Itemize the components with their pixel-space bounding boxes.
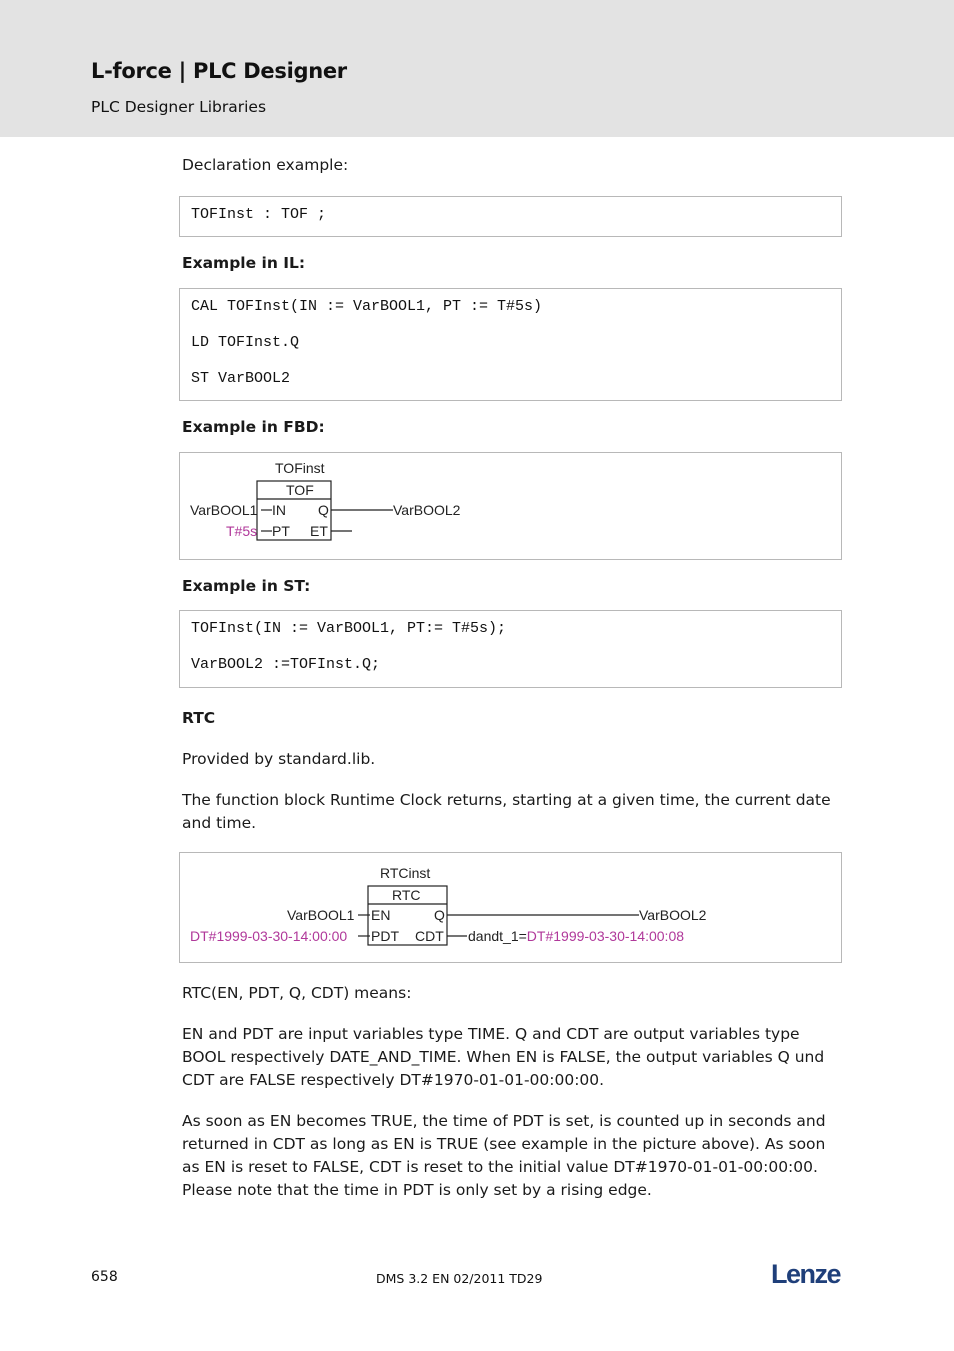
rtc-paragraph-2: As soon as EN becomes TRUE, the time of PDT is set, is counted up in seconds and returned in CDT as long as EN is TRUE (see example in the picture above). As soon as EN is reset to FALSE, CDT is reset to the initial value DT#1970-01-01-00:00:00. Please note that the time in PDT is only set by a rising edge.: [182, 1112, 826, 1199]
header-title: L-force | PLC Designer: [91, 59, 347, 83]
rtc-means: RTC(EN, PDT, Q, CDT) means:: [182, 984, 412, 1002]
il-label: Example in IL:: [182, 254, 306, 272]
code-line: TOFInst(IN := VarBOOL1, PT:= T#5s);: [191, 620, 507, 637]
declaration-label: Declaration example:: [182, 156, 349, 174]
pin-pt: PT: [272, 523, 290, 539]
cdt-var-value: DT#1999-03-30-14:00:08: [526, 928, 685, 944]
pin-q: Q: [434, 907, 445, 923]
cdt-variable: [468, 928, 684, 944]
rtc-instance-name: RTCinst: [380, 865, 431, 881]
fbd-diagram-box: [179, 452, 842, 560]
document-id: DMS 3.2 EN 02/2011 TD29: [376, 1271, 543, 1286]
rtc-heading: RTC: [182, 709, 216, 727]
code-line: TOFInst : TOF ;: [191, 206, 327, 223]
q-variable: VarBOOL2: [393, 502, 461, 518]
pt-variable: T#5s: [226, 523, 258, 539]
il-code-box: [179, 288, 842, 401]
tof-fbd-diagram: [180, 453, 841, 559]
q-variable: VarBOOL2: [639, 907, 707, 923]
rtc-provided: Provided by standard.lib.: [182, 750, 376, 768]
rtc-diagram-box: [179, 852, 842, 963]
rtc-block-type: RTC: [392, 887, 421, 903]
lenze-logo-mark: [770, 1258, 854, 1288]
declaration-code-box: [179, 196, 842, 237]
pin-in: IN: [272, 502, 286, 518]
code-line: LD TOFInst.Q: [191, 334, 300, 351]
pin-q: Q: [318, 502, 329, 518]
fbd-instance-name: TOFinst: [275, 460, 325, 476]
pdt-variable: DT#1999-03-30-14:00:00: [190, 928, 348, 944]
rtc-description: The function block Runtime Clock returns, starting at a given time, the current date and time.: [182, 791, 831, 832]
page-header: [0, 0, 954, 137]
cdt-var-prefix: dandt_1=: [468, 928, 527, 944]
fbd-label: Example in FBD:: [182, 418, 325, 436]
pin-en: EN: [371, 907, 391, 923]
in-variable: VarBOOL1: [190, 502, 258, 518]
st-code-box: [179, 610, 842, 688]
header-subtitle: PLC Designer Libraries: [91, 98, 267, 116]
pin-et: ET: [310, 523, 328, 539]
page-number: 658: [91, 1269, 118, 1285]
fbd-block-type: TOF: [286, 482, 314, 498]
pin-pdt: PDT: [371, 928, 399, 944]
rtc-paragraph-1: EN and PDT are input variables type TIME. Q and CDT are output variables type BOOL respectively DATE_AND_TIME. When EN is FALSE, the output variables Q und CDT are FALSE respectively DT#1970-01-01-00:00:00.: [182, 1025, 825, 1089]
logo-text: Lenze: [771, 1259, 841, 1288]
lenze-logo: [770, 1258, 854, 1292]
code-line: ST VarBOOL2: [191, 370, 291, 387]
code-line: VarBOOL2 :=TOFInst.Q;: [191, 656, 381, 673]
rtc-fbd-diagram: [180, 853, 841, 962]
pin-cdt: CDT: [415, 928, 444, 944]
code-line: CAL TOFInst(IN := VarBOOL1, PT := T#5s): [191, 298, 543, 315]
en-variable: VarBOOL1: [287, 907, 355, 923]
st-label: Example in ST:: [182, 577, 311, 595]
